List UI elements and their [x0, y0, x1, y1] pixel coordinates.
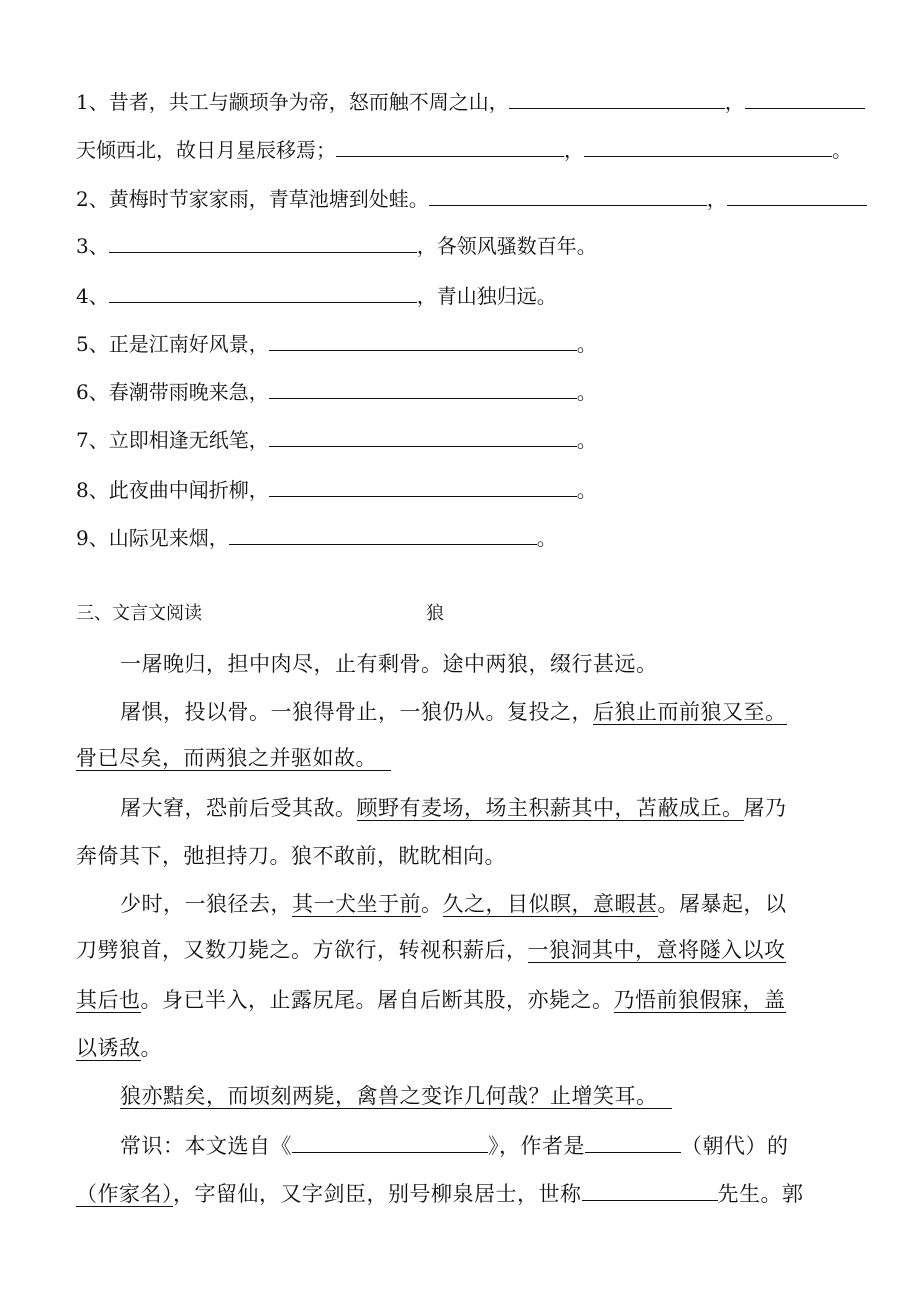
answer-blank[interactable] — [745, 86, 865, 109]
line-8-text: 8、此夜曲中闻折柳， — [76, 478, 269, 502]
answer-blank[interactable] — [109, 230, 417, 253]
line-1-cont-punct: ， — [564, 138, 584, 162]
line-1-punct: ， — [724, 90, 745, 114]
answer-blank[interactable] — [269, 328, 577, 351]
passage-paragraph-4-cont-3 — [76, 1034, 162, 1062]
underlined-sentence: 乃悟前狼假寐，盖 — [613, 988, 786, 1012]
passage-paragraph-4-cont-2 — [76, 986, 786, 1014]
p4-end: 。 — [140, 1036, 162, 1060]
question-text: ，字留仙，又字剑臣，别号柳泉居士，世称 — [173, 1182, 582, 1206]
underlined-sentence: 其后也 — [76, 988, 141, 1012]
underlined-sentence: 其一犬坐于前 — [292, 892, 421, 916]
p4-text: 。身已半入，止露尻尾。屠自后断其股，亦毙之。 — [140, 988, 614, 1012]
p3-text-end: 屠乃 — [743, 796, 787, 820]
fill-line-8 — [76, 474, 597, 504]
fill-line-1 — [76, 86, 865, 116]
p4-text: 少时，一狼径去， — [120, 892, 292, 916]
line-5-text: 5、正是江南好风景， — [76, 332, 269, 356]
passage-title: 狼 — [426, 603, 444, 624]
fill-line-2 — [76, 183, 867, 213]
passage-paragraph-3-cont: 奔倚其下，弛担持刀。狼不敢前，眈眈相向。 — [76, 844, 506, 868]
underlined-sentence: 后狼止而前狼又至。 — [593, 700, 787, 724]
underlined-sentence: 一狼洞其中，意将隧入以攻 — [527, 938, 786, 962]
fill-line-3 — [76, 230, 597, 260]
answer-blank[interactable] — [336, 134, 564, 157]
line-9-text: 9、山际见来烟， — [76, 526, 229, 550]
underlined-sentence: 以诱敌 — [76, 1036, 141, 1060]
fill-line-7 — [76, 424, 597, 454]
common-knowledge-question — [120, 1130, 789, 1160]
question-text: 》，作者是 — [488, 1134, 585, 1158]
p4-text-end: 。屠暴起，以 — [657, 892, 787, 916]
fill-line-5 — [76, 328, 597, 358]
p3-text: 屠大窘，恐前后受其敌。 — [120, 796, 357, 820]
line-6-end: 。 — [576, 380, 597, 404]
answer-blank[interactable] — [229, 522, 537, 545]
line-3-text: ，各领风骚数百年。 — [416, 234, 597, 258]
fill-line-1-cont — [76, 134, 852, 164]
line-5-end: 。 — [576, 332, 597, 356]
passage-paragraph-3 — [120, 794, 787, 822]
answer-blank[interactable] — [269, 376, 577, 399]
answer-blank[interactable] — [509, 86, 725, 109]
question-text: （朝代）的 — [681, 1134, 789, 1158]
line-9-end: 。 — [536, 526, 557, 550]
line-4-text: ，青山独归远。 — [416, 284, 557, 308]
line-2-punct: ， — [706, 187, 727, 211]
common-knowledge-question-cont — [76, 1178, 804, 1208]
answer-blank[interactable] — [582, 1178, 718, 1201]
answer-blank[interactable] — [727, 183, 867, 206]
answer-blank[interactable] — [584, 134, 832, 157]
answer-blank[interactable] — [292, 1130, 488, 1153]
answer-blank[interactable] — [269, 424, 577, 447]
passage-paragraph-4 — [120, 890, 787, 918]
line-4-num: 4、 — [76, 284, 109, 308]
fill-line-9 — [76, 522, 557, 552]
underlined-sentence: 狼亦黠矣，而顷刻两毙，禽兽之变诈几何哉？止增笑耳。 — [120, 1084, 658, 1108]
question-text: 常识：本文选自《 — [120, 1134, 292, 1158]
line-1-cont-text: 天倾西北，故日月星辰移焉； — [76, 138, 336, 162]
p4-text: 刀劈狼首，又数刀毙之。方欲行，转视积薪后， — [76, 938, 528, 962]
line-7-text: 7、立即相逢无纸笔， — [76, 428, 269, 452]
passage-paragraph-5 — [120, 1082, 672, 1110]
line-6-text: 6、春潮带雨晚来急， — [76, 380, 269, 404]
line-1-end: 。 — [832, 138, 852, 162]
underlined-sentence: 骨已尽矣，而两狼之并驱如故。 — [76, 746, 377, 770]
p4-punct: 。 — [421, 892, 443, 916]
passage-paragraph-1: 一屠晚归，担中肉尽，止有剩骨。途中两狼，缀行甚远。 — [120, 652, 658, 676]
passage-paragraph-2 — [120, 698, 787, 726]
line-7-end: 。 — [576, 428, 597, 452]
fill-line-4 — [76, 280, 557, 310]
fill-line-6 — [76, 376, 597, 406]
line-8-end: 。 — [576, 478, 597, 502]
underlined-author-label: （作家名） — [76, 1182, 173, 1206]
answer-blank[interactable] — [109, 280, 417, 303]
answer-blank[interactable] — [429, 183, 707, 206]
answer-blank[interactable] — [585, 1130, 681, 1153]
question-text: 先生。郭 — [717, 1182, 804, 1206]
passage-paragraph-4-cont-1 — [76, 936, 786, 964]
line-2-text: 2、黄梅时节家家雨，青草池塘到处蛙。 — [76, 187, 429, 211]
answer-blank[interactable] — [269, 474, 577, 497]
underlined-sentence: 顾野有麦场，场主积薪其中，苫蔽成丘。 — [356, 796, 744, 820]
passage-paragraph-2-cont — [76, 744, 391, 772]
underlined-sentence: 久之，目似瞑，意暇甚 — [442, 892, 658, 916]
p2-text: 屠惧，投以骨。一狼得骨止，一狼仍从。复投之， — [120, 700, 593, 724]
section-heading: 三、文言文阅读 — [76, 603, 202, 624]
line-1-text: 1、昔者，共工与颛顼争为帝，怒而触不周之山， — [76, 90, 509, 114]
line-3-num: 3、 — [76, 234, 109, 258]
